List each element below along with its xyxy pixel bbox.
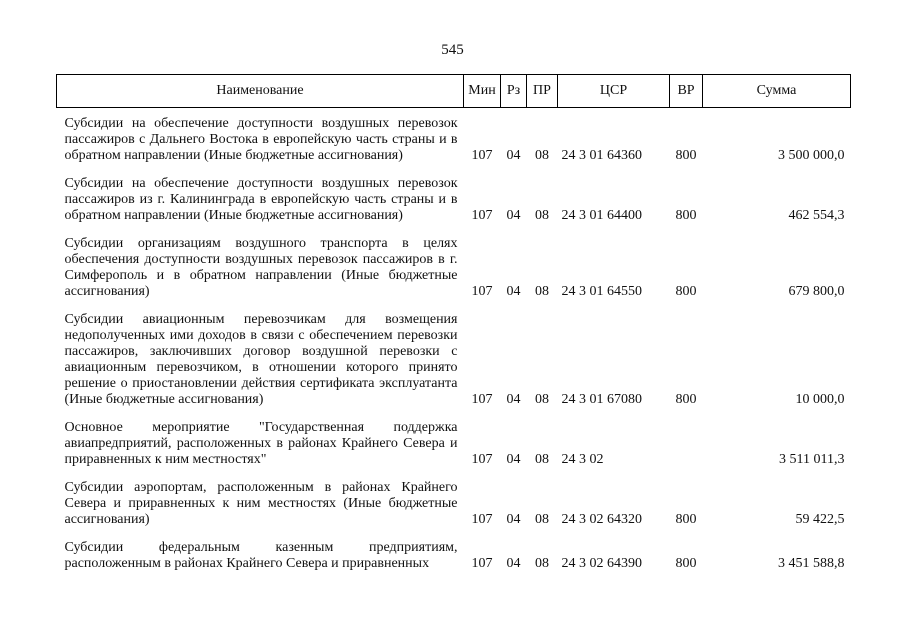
- page-number: 545: [441, 42, 464, 58]
- row-vr: 800: [675, 392, 697, 407]
- row-csr: 24 3 01 64550: [561, 284, 642, 299]
- row-rz: 04: [506, 512, 521, 527]
- row-rz: 04: [506, 556, 521, 571]
- row-sum: 10 000,0: [795, 392, 845, 407]
- row-pr: 08: [535, 392, 549, 407]
- row-name: Субсидии авиационным перевозчикам для возмещения недополученных ими доходов в связи с обеспечением перевозки пассажиров, заключивших договор воздушной перевозки с авиационным перевозчиком, в отношении которого принято решение о приостановлении действия сертификата эксплуатанта (Иные бюджетные ассигнования): [64, 312, 458, 407]
- row-min: 107: [471, 208, 493, 223]
- row-csr: 24 3 02: [561, 452, 604, 467]
- row-sum: 462 554,3: [788, 208, 845, 223]
- table-row: [57, 176, 851, 236]
- row-rz: 04: [506, 148, 521, 163]
- table-header-row: [57, 75, 851, 108]
- row-csr: 24 3 01 67080: [561, 392, 642, 407]
- row-csr: 24 3 02 64390: [561, 556, 642, 571]
- header-vr: ВР: [670, 75, 703, 108]
- row-vr: 800: [675, 512, 697, 527]
- row-name: Субсидии на обеспечение доступности воздушных перевозок пассажиров из г. Калининграда в европейскую часть страны и в обратном направлении (Иные бюджетные ассигнования): [64, 176, 458, 223]
- row-csr: 24 3 02 64320: [561, 512, 642, 527]
- table-row: [57, 236, 851, 312]
- row-pr: 08: [535, 512, 549, 527]
- header-name: Наименование: [57, 75, 464, 108]
- header-rz: Рз: [501, 75, 527, 108]
- row-name: Субсидии аэропортам, расположенным в районах Крайнего Севера и приравненных к ним местностях (Иные бюджетные ассигнования): [64, 480, 458, 527]
- row-rz: 04: [506, 452, 521, 467]
- header-pr: ПР: [527, 75, 558, 108]
- row-sum: 679 800,0: [788, 284, 845, 299]
- row-vr: 800: [675, 284, 697, 299]
- row-name: Субсидии федеральным казенным предприятиям, расположенным в районах Крайнего Севера и приравненных: [64, 540, 458, 571]
- row-sum: 3 511 011,3: [779, 452, 845, 467]
- row-sum: 3 451 588,8: [778, 556, 845, 571]
- row-vr: [670, 420, 703, 480]
- row-vr: 800: [675, 148, 697, 163]
- row-vr: 800: [675, 208, 697, 223]
- row-min: 107: [471, 392, 493, 407]
- row-pr: 08: [535, 148, 549, 163]
- row-rz: 04: [506, 284, 521, 299]
- row-pr: 08: [535, 452, 549, 467]
- table-row: [57, 420, 851, 480]
- row-csr: 24 3 01 64360: [561, 148, 642, 163]
- row-min: 107: [471, 556, 493, 571]
- row-csr: 24 3 01 64400: [561, 208, 642, 223]
- row-sum: 3 500 000,0: [778, 148, 845, 163]
- header-csr: ЦСР: [558, 75, 670, 108]
- row-min: 107: [471, 148, 493, 163]
- header-min: Мин: [464, 75, 501, 108]
- row-min: 107: [471, 284, 493, 299]
- row-rz: 04: [506, 392, 521, 407]
- budget-table: [56, 74, 851, 572]
- row-pr: 08: [535, 556, 549, 571]
- row-name: Субсидии на обеспечение доступности воздушных перевозок пассажиров с Дальнего Востока в европейскую часть страны и в обратном направлении (Иные бюджетные ассигнования): [64, 116, 458, 163]
- table-row: [57, 480, 851, 540]
- row-min: 107: [471, 512, 493, 527]
- row-name: Основное мероприятие "Государственная поддержка авиапредприятий, расположенных в районах Крайнего Севера и приравненных к ним местностях": [64, 420, 458, 467]
- row-pr: 08: [535, 208, 549, 223]
- row-rz: 04: [506, 208, 521, 223]
- row-sum: 59 422,5: [795, 512, 845, 527]
- row-vr: 800: [675, 556, 697, 571]
- table-row: [57, 116, 851, 176]
- header-sum: Сумма: [703, 75, 851, 108]
- row-min: 107: [471, 452, 493, 467]
- table-row: [57, 540, 851, 572]
- row-name: Субсидии организациям воздушного транспорта в целях обеспечения доступности воздушных перевозок пассажиров в г. Симферополь и в обратном направлении (Иные бюджетные ассигнования): [64, 236, 458, 299]
- table-row: [57, 312, 851, 420]
- row-pr: 08: [535, 284, 549, 299]
